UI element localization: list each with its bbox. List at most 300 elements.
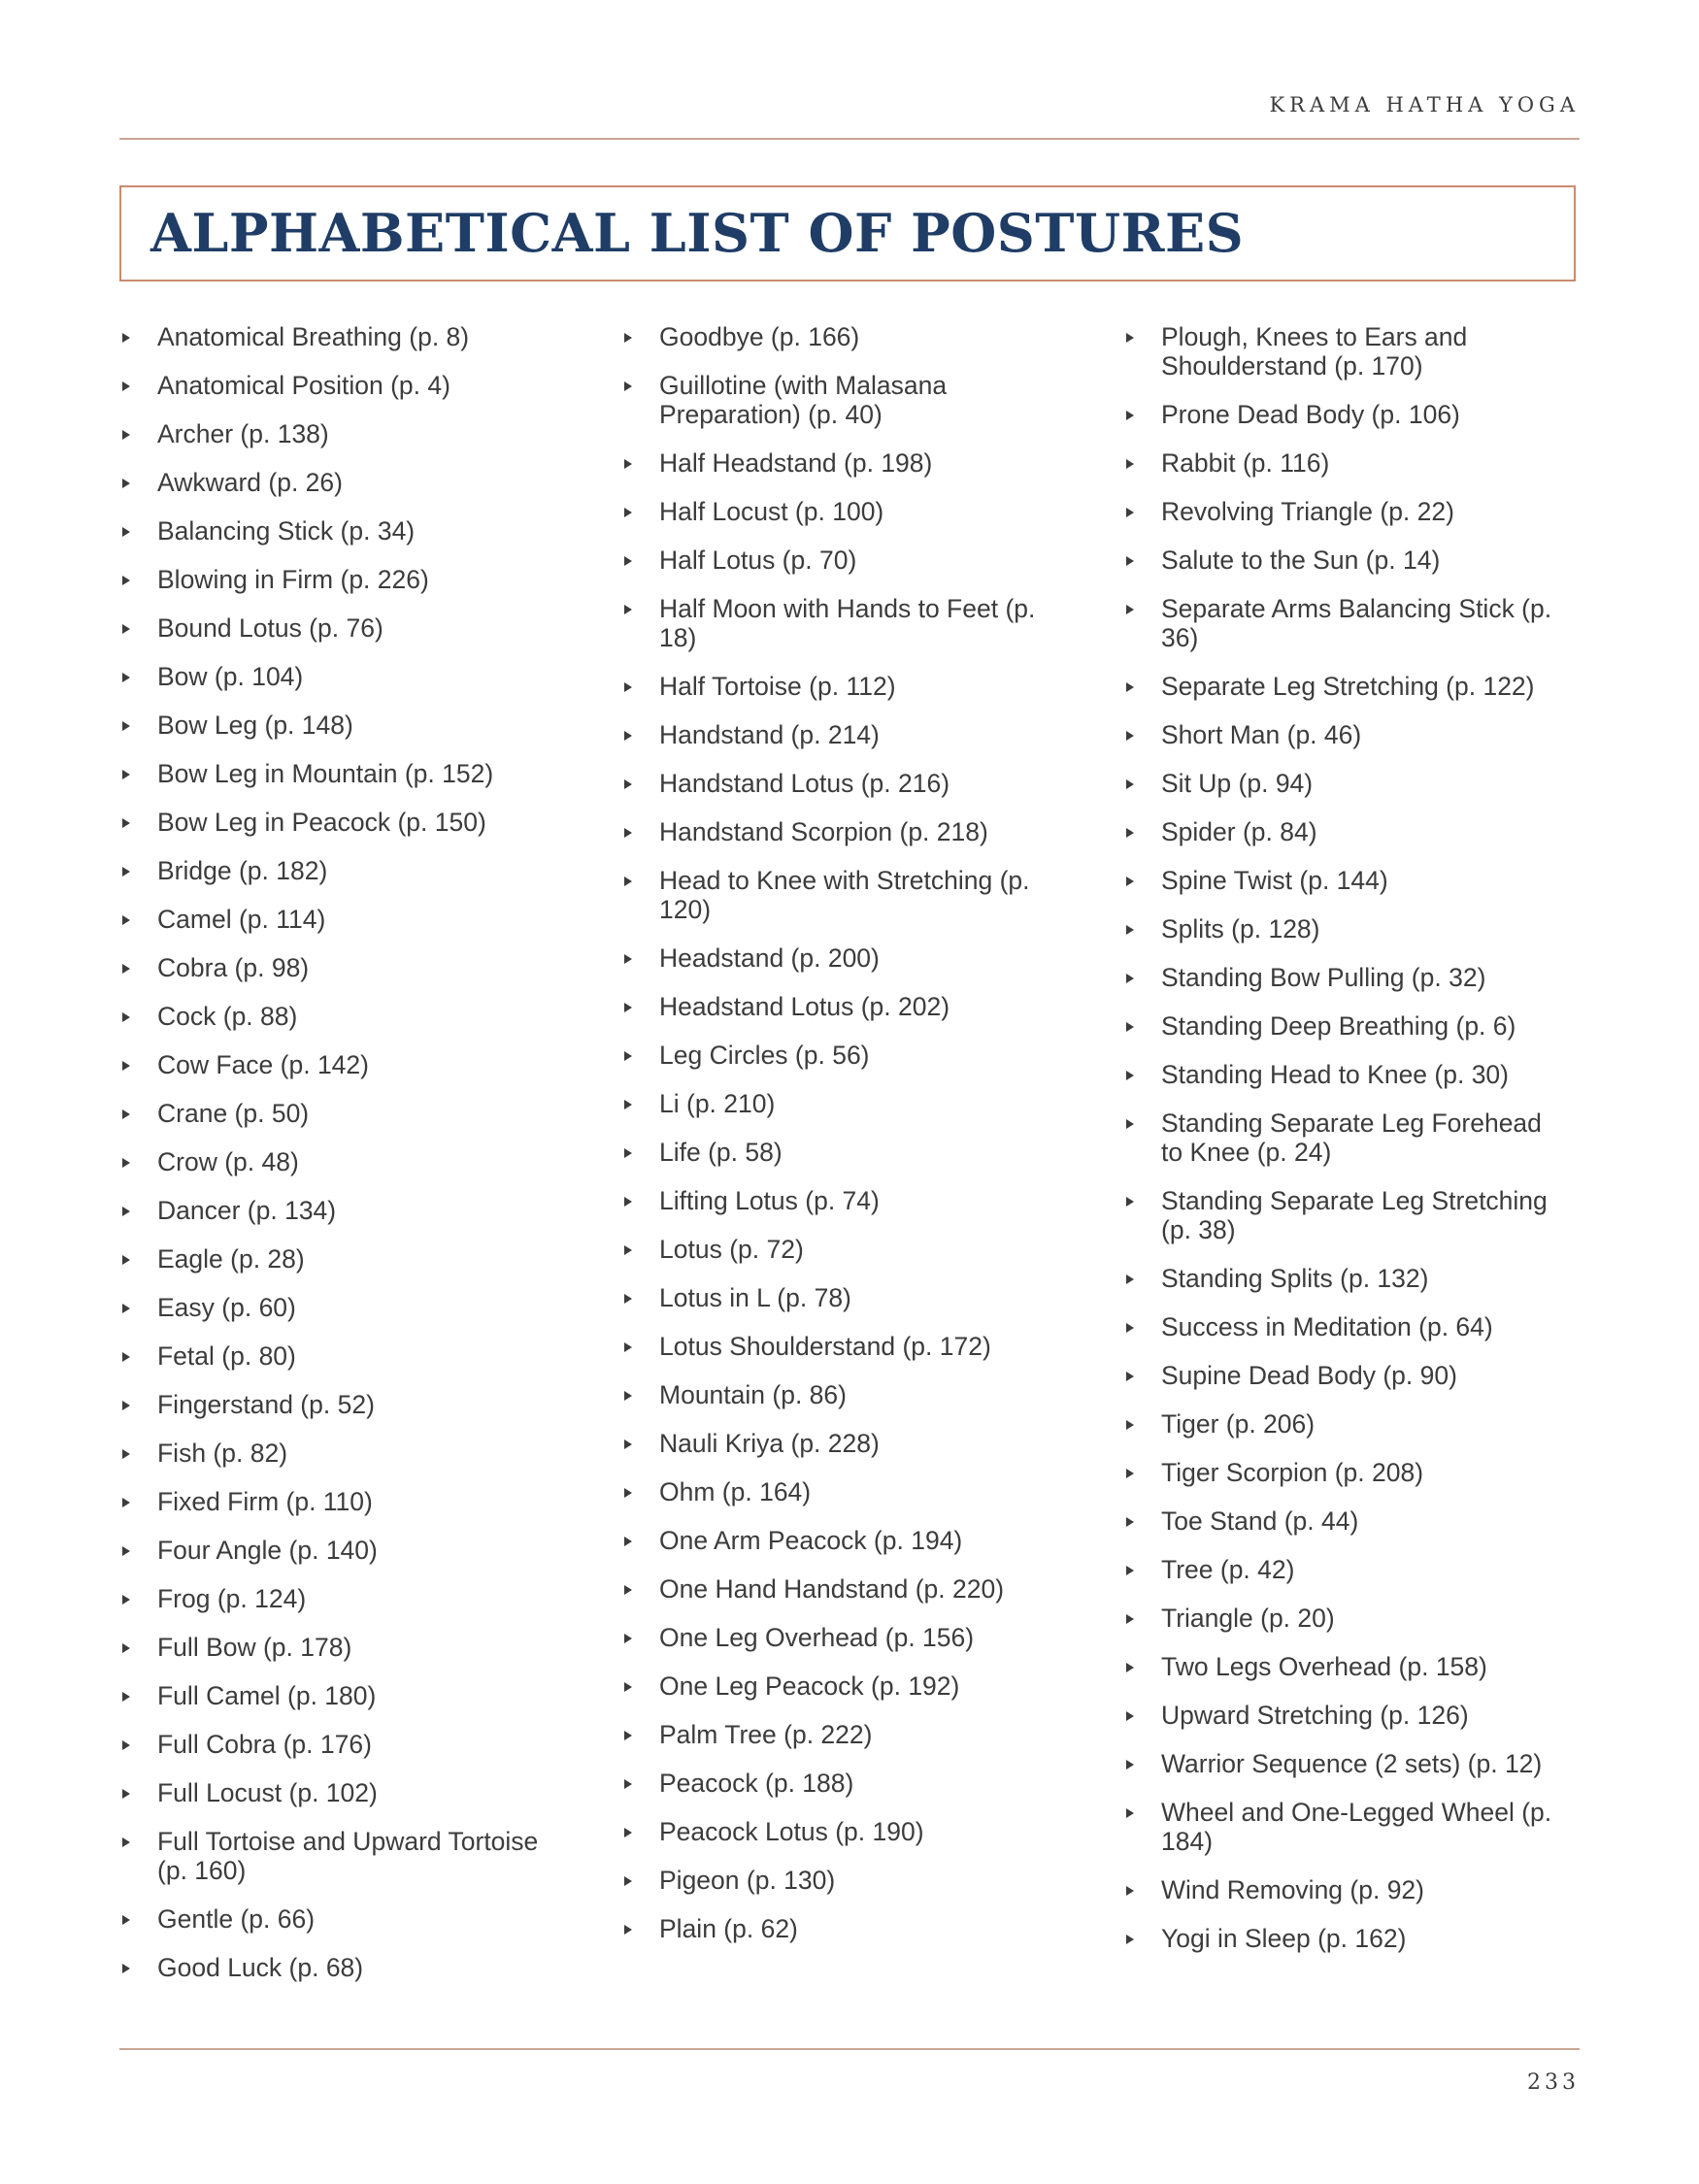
posture-label: Goodbye (p. 166)	[659, 322, 860, 351]
bullet-triangle-icon	[1126, 779, 1134, 789]
posture-label: One Hand Handstand (p. 220)	[659, 1574, 1005, 1604]
posture-entry	[119, 1633, 566, 1662]
bullet-triangle-icon	[1126, 1420, 1134, 1430]
posture-label: Wheel and One-Legged Wheel (p. 184)	[1161, 1798, 1552, 1856]
posture-entry	[621, 448, 1068, 478]
posture-label: Lotus in L (p. 78)	[659, 1283, 851, 1312]
bullet-triangle-icon	[624, 1051, 632, 1061]
posture-entry	[621, 371, 1068, 429]
bullet-triangle-icon	[122, 624, 130, 634]
posture-label: Cobra (p. 98)	[157, 953, 310, 982]
bullet-triangle-icon	[122, 867, 130, 877]
posture-entry	[119, 1827, 566, 1885]
posture-entry	[621, 1235, 1068, 1264]
posture-label: Full Locust (p. 102)	[157, 1778, 378, 1807]
column-3	[1123, 322, 1570, 1972]
bullet-triangle-icon	[122, 818, 130, 828]
posture-label: Toe Stand (p. 44)	[1161, 1506, 1359, 1536]
posture-entry	[621, 769, 1068, 798]
bullet-triangle-icon	[122, 1740, 130, 1750]
bullet-triangle-icon	[1126, 1711, 1134, 1721]
bullet-triangle-icon	[1126, 1663, 1134, 1672]
bullet-triangle-icon	[122, 1061, 130, 1071]
posture-entry	[119, 1099, 566, 1128]
posture-entry	[621, 1817, 1068, 1846]
posture-entry	[1123, 1409, 1570, 1439]
posture-label: Gentle (p. 66)	[157, 1904, 316, 1934]
posture-entry	[119, 856, 566, 885]
bullet-triangle-icon	[624, 605, 632, 614]
posture-entry	[1123, 322, 1570, 381]
posture-label: Rabbit (p. 116)	[1161, 448, 1330, 478]
posture-label: Splits (p. 128)	[1161, 914, 1320, 943]
bullet-triangle-icon	[122, 1207, 130, 1216]
bullet-triangle-icon	[1126, 411, 1134, 420]
posture-entry	[119, 1730, 566, 1759]
posture-label: Easy (p. 60)	[157, 1293, 296, 1322]
bullet-triangle-icon	[624, 1925, 632, 1935]
posture-label: Handstand (p. 214)	[659, 720, 880, 749]
posture-entry	[621, 546, 1068, 575]
posture-entry	[621, 817, 1068, 846]
bullet-triangle-icon	[1126, 828, 1134, 838]
posture-label: Triangle (p. 20)	[1161, 1604, 1335, 1633]
posture-entry	[119, 371, 566, 400]
bullet-triangle-icon	[1126, 1119, 1134, 1129]
posture-entry	[1123, 1555, 1570, 1584]
bullet-triangle-icon	[1126, 1372, 1134, 1381]
bullet-triangle-icon	[1126, 1614, 1134, 1624]
bullet-triangle-icon	[624, 459, 632, 469]
posture-entry	[621, 1526, 1068, 1555]
posture-label: Eagle (p. 28)	[157, 1244, 305, 1274]
bullet-triangle-icon	[1126, 508, 1134, 517]
posture-label: Crow (p. 48)	[157, 1147, 299, 1176]
bullet-triangle-icon	[624, 1197, 632, 1207]
posture-label: Standing Head to Knee (p. 30)	[1161, 1060, 1509, 1089]
bullet-triangle-icon	[122, 1449, 130, 1459]
posture-entry	[621, 1041, 1068, 1070]
posture-entry	[621, 943, 1068, 973]
posture-entry	[119, 1904, 566, 1934]
posture-label: Fish (p. 82)	[157, 1439, 288, 1468]
bullet-triangle-icon	[1126, 556, 1134, 566]
postures-list	[119, 322, 1580, 2011]
bullet-triangle-icon	[1126, 925, 1134, 935]
posture-entry	[119, 662, 566, 691]
bullet-triangle-icon	[624, 508, 632, 517]
posture-entry	[1123, 1264, 1570, 1293]
posture-entry	[621, 1866, 1068, 1895]
bullet-triangle-icon	[122, 1401, 130, 1410]
posture-label: Frog (p. 124)	[157, 1584, 307, 1613]
posture-entry	[119, 468, 566, 497]
posture-label: Prone Dead Body (p. 106)	[1161, 400, 1460, 429]
bullet-triangle-icon	[122, 1304, 130, 1313]
posture-label: Anatomical Position (p. 4)	[157, 371, 450, 400]
posture-entry	[1123, 1604, 1570, 1633]
bullet-triangle-icon	[624, 1876, 632, 1886]
bullet-triangle-icon	[624, 1634, 632, 1643]
posture-label: Palm Tree (p. 222)	[659, 1720, 873, 1749]
posture-entry	[1123, 1652, 1570, 1681]
posture-entry	[1123, 400, 1570, 429]
posture-label: Spider (p. 84)	[1161, 817, 1317, 846]
bullet-triangle-icon	[1126, 877, 1134, 886]
posture-entry	[1123, 1798, 1570, 1856]
posture-label: Blowing in Firm (p. 226)	[157, 565, 429, 594]
posture-label: Peacock Lotus (p. 190)	[659, 1817, 924, 1846]
posture-label: One Arm Peacock (p. 194)	[659, 1526, 963, 1555]
bullet-triangle-icon	[624, 381, 632, 391]
bullet-triangle-icon	[1126, 1071, 1134, 1080]
posture-entry	[621, 1429, 1068, 1458]
posture-label: Camel (p. 114)	[157, 905, 326, 934]
posture-entry	[119, 1439, 566, 1468]
bullet-triangle-icon	[1126, 1274, 1134, 1284]
posture-entry	[1123, 594, 1570, 652]
posture-entry	[119, 1778, 566, 1807]
column-2	[621, 322, 1068, 1963]
header-rule	[119, 138, 1580, 140]
bullet-triangle-icon	[122, 1352, 130, 1362]
posture-label: Salute to the Sun (p. 14)	[1161, 546, 1441, 575]
bullet-triangle-icon	[1126, 1517, 1134, 1527]
posture-label: Tiger (p. 206)	[1161, 1409, 1316, 1439]
bullet-triangle-icon	[624, 1245, 632, 1255]
posture-label: Wind Removing (p. 92)	[1161, 1875, 1424, 1904]
bullet-triangle-icon	[624, 1779, 632, 1789]
bullet-triangle-icon	[624, 1585, 632, 1595]
posture-entry	[1123, 1924, 1570, 1953]
posture-entry	[119, 1536, 566, 1565]
bullet-triangle-icon	[1126, 1886, 1134, 1896]
bullet-triangle-icon	[1126, 459, 1134, 469]
bullet-triangle-icon	[1126, 731, 1134, 741]
bullet-triangle-icon	[1126, 1469, 1134, 1478]
bullet-triangle-icon	[624, 1731, 632, 1740]
posture-label: Awkward (p. 26)	[157, 468, 343, 497]
bullet-triangle-icon	[122, 1964, 130, 1973]
bullet-triangle-icon	[624, 954, 632, 964]
posture-label: Bow Leg (p. 148)	[157, 711, 353, 740]
posture-label: Sit Up (p. 94)	[1161, 769, 1314, 798]
bullet-triangle-icon	[1126, 1566, 1134, 1575]
posture-entry	[621, 992, 1068, 1021]
posture-entry	[621, 1138, 1068, 1167]
posture-entry	[1123, 817, 1570, 846]
posture-label: Lifting Lotus (p. 74)	[659, 1186, 880, 1215]
page-title: ALPHABETICAL LIST OF POSTURES	[150, 202, 1245, 264]
bullet-triangle-icon	[122, 1546, 130, 1556]
bullet-triangle-icon	[122, 1789, 130, 1799]
posture-label: Warrior Sequence (2 sets) (p. 12)	[1161, 1749, 1543, 1778]
posture-entry	[621, 672, 1068, 701]
bullet-triangle-icon	[624, 1391, 632, 1401]
bullet-triangle-icon	[624, 333, 632, 343]
posture-entry	[1123, 1875, 1570, 1904]
posture-entry	[119, 419, 566, 448]
posture-entry	[1123, 1060, 1570, 1089]
posture-entry	[119, 905, 566, 934]
posture-label: Bow Leg in Peacock (p. 150)	[157, 808, 486, 837]
posture-label: Short Man (p. 46)	[1161, 720, 1362, 749]
bullet-triangle-icon	[1126, 682, 1134, 692]
posture-label: Bow Leg in Mountain (p. 152)	[157, 759, 494, 788]
posture-label: Cock (p. 88)	[157, 1002, 298, 1031]
posture-entry	[621, 322, 1068, 351]
posture-entry	[119, 1953, 566, 1982]
posture-label: Half Headstand (p. 198)	[659, 448, 933, 478]
posture-label: Archer (p. 138)	[157, 419, 329, 448]
bullet-triangle-icon	[122, 673, 130, 682]
posture-label: Half Moon with Hands to Feet (p. 18)	[659, 594, 1036, 652]
posture-label: Standing Splits (p. 132)	[1161, 1264, 1429, 1293]
posture-entry	[621, 1089, 1068, 1118]
posture-label: Dancer (p. 134)	[157, 1196, 337, 1225]
posture-label: Yogi in Sleep (p. 162)	[1161, 1924, 1407, 1953]
posture-entry	[621, 1283, 1068, 1312]
bullet-triangle-icon	[624, 1100, 632, 1109]
posture-entry	[119, 1147, 566, 1176]
posture-entry	[1123, 963, 1570, 992]
posture-label: Bridge (p. 182)	[157, 856, 328, 885]
bullet-triangle-icon	[122, 1158, 130, 1168]
bullet-triangle-icon	[1126, 1022, 1134, 1032]
posture-entry	[119, 1487, 566, 1516]
posture-label: Life (p. 58)	[659, 1138, 783, 1167]
posture-entry	[621, 1720, 1068, 1749]
posture-entry	[119, 322, 566, 351]
bullet-triangle-icon	[1126, 1808, 1134, 1818]
posture-entry	[119, 1244, 566, 1274]
posture-label: Full Camel (p. 180)	[157, 1681, 377, 1710]
bullet-triangle-icon	[1126, 333, 1134, 343]
bullet-triangle-icon	[122, 527, 130, 537]
posture-entry	[119, 808, 566, 837]
bullet-triangle-icon	[624, 1003, 632, 1012]
posture-entry	[1123, 914, 1570, 943]
posture-entry	[621, 497, 1068, 526]
posture-label: Crane (p. 50)	[157, 1099, 310, 1128]
posture-label: Half Lotus (p. 70)	[659, 546, 857, 575]
bullet-triangle-icon	[624, 779, 632, 789]
bullet-triangle-icon	[624, 1488, 632, 1498]
posture-entry	[1123, 1749, 1570, 1778]
posture-label: Guillotine (with Malasana Preparation) (p. 40)	[659, 371, 948, 429]
posture-entry	[119, 1050, 566, 1079]
bullet-triangle-icon	[624, 682, 632, 692]
bullet-triangle-icon	[122, 576, 130, 585]
bullet-triangle-icon	[122, 1109, 130, 1119]
bullet-triangle-icon	[1126, 974, 1134, 983]
bullet-triangle-icon	[122, 430, 130, 440]
column-1	[119, 322, 566, 2002]
posture-entry	[119, 1002, 566, 1031]
posture-label: Headstand Lotus (p. 202)	[659, 992, 950, 1021]
posture-entry	[1123, 1701, 1570, 1730]
posture-label: Bow (p. 104)	[157, 662, 304, 691]
posture-label: Upward Stretching (p. 126)	[1161, 1701, 1469, 1730]
posture-label: Supine Dead Body (p. 90)	[1161, 1361, 1457, 1390]
posture-label: Lotus (p. 72)	[659, 1235, 804, 1264]
posture-label: Headstand (p. 200)	[659, 943, 880, 973]
bullet-triangle-icon	[1126, 1323, 1134, 1333]
posture-entry	[119, 613, 566, 643]
posture-label: Plough, Knees to Ears and Shoulderstand (p. 170)	[1161, 322, 1468, 381]
posture-label: Half Locust (p. 100)	[659, 497, 884, 526]
bullet-triangle-icon	[1126, 605, 1134, 614]
posture-entry	[119, 516, 566, 546]
bullet-triangle-icon	[122, 770, 130, 779]
posture-entry	[119, 759, 566, 788]
posture-entry	[1123, 1506, 1570, 1536]
posture-entry	[1123, 866, 1570, 895]
posture-label: Revolving Triangle (p. 22)	[1161, 497, 1454, 526]
posture-label: Standing Separate Leg Stretching (p. 38)	[1161, 1186, 1548, 1244]
posture-label: Spine Twist (p. 144)	[1161, 866, 1388, 895]
bullet-triangle-icon	[624, 1828, 632, 1837]
bullet-triangle-icon	[122, 1837, 130, 1847]
bullet-triangle-icon	[122, 381, 130, 391]
posture-entry	[119, 1681, 566, 1710]
bullet-triangle-icon	[122, 333, 130, 343]
posture-entry	[119, 565, 566, 594]
posture-entry	[621, 1186, 1068, 1215]
posture-label: Fingerstand (p. 52)	[157, 1390, 375, 1419]
posture-label: Pigeon (p. 130)	[659, 1866, 836, 1895]
posture-label: Head to Knee with Stretching (p. 120)	[659, 866, 1030, 924]
posture-label: Half Tortoise (p. 112)	[659, 672, 896, 701]
posture-label: Standing Deep Breathing (p. 6)	[1161, 1011, 1516, 1041]
posture-entry	[621, 1477, 1068, 1506]
bullet-triangle-icon	[624, 556, 632, 566]
posture-label: Peacock (p. 188)	[659, 1769, 854, 1798]
bullet-triangle-icon	[624, 1148, 632, 1158]
posture-entry	[1123, 497, 1570, 526]
posture-label: Standing Separate Leg Forehead to Knee (p. 24)	[1161, 1109, 1542, 1167]
bullet-triangle-icon	[624, 1342, 632, 1352]
posture-label: Separate Arms Balancing Stick (p. 36)	[1161, 594, 1552, 652]
bullet-triangle-icon	[1126, 1760, 1134, 1770]
posture-label: Cow Face (p. 142)	[157, 1050, 369, 1079]
posture-label: Four Angle (p. 140)	[157, 1536, 378, 1565]
posture-label: Lotus Shoulderstand (p. 172)	[659, 1332, 991, 1361]
posture-label: One Leg Overhead (p. 156)	[659, 1623, 975, 1652]
posture-entry	[1123, 1312, 1570, 1341]
page-number: 233	[1527, 2070, 1580, 2095]
posture-entry	[1123, 546, 1570, 575]
bullet-triangle-icon	[122, 1595, 130, 1605]
bullet-triangle-icon	[122, 1255, 130, 1265]
bullet-triangle-icon	[122, 1498, 130, 1507]
posture-entry	[1123, 1109, 1570, 1167]
posture-entry	[119, 1341, 566, 1371]
posture-label: Plain (p. 62)	[659, 1914, 798, 1943]
posture-entry	[119, 711, 566, 740]
posture-label: Tree (p. 42)	[1161, 1555, 1295, 1584]
posture-label: Full Cobra (p. 176)	[157, 1730, 372, 1759]
posture-entry	[119, 953, 566, 982]
posture-entry	[621, 1769, 1068, 1798]
posture-entry	[1123, 1458, 1570, 1487]
posture-label: Handstand Scorpion (p. 218)	[659, 817, 988, 846]
posture-entry	[621, 594, 1068, 652]
posture-entry	[119, 1196, 566, 1225]
bullet-triangle-icon	[122, 1012, 130, 1022]
posture-label: Bound Lotus (p. 76)	[157, 613, 383, 643]
posture-label: Full Bow (p. 178)	[157, 1633, 352, 1662]
posture-entry	[1123, 448, 1570, 478]
posture-label: Leg Circles (p. 56)	[659, 1041, 870, 1070]
bullet-triangle-icon	[624, 877, 632, 886]
posture-entry	[1123, 720, 1570, 749]
posture-label: Two Legs Overhead (p. 158)	[1161, 1652, 1487, 1681]
posture-label: One Leg Peacock (p. 192)	[659, 1671, 960, 1701]
posture-entry	[621, 1671, 1068, 1701]
posture-label: Ohm (p. 164)	[659, 1477, 812, 1506]
posture-entry	[119, 1293, 566, 1322]
bullet-triangle-icon	[122, 1643, 130, 1653]
posture-entry	[621, 1914, 1068, 1943]
posture-label: Success in Meditation (p. 64)	[1161, 1312, 1493, 1341]
posture-entry	[119, 1390, 566, 1419]
bullet-triangle-icon	[624, 1439, 632, 1449]
posture-entry	[1123, 672, 1570, 701]
bullet-triangle-icon	[624, 828, 632, 838]
posture-label: Good Luck (p. 68)	[157, 1953, 364, 1982]
posture-entry	[621, 1332, 1068, 1361]
posture-label: Li (p. 210)	[659, 1089, 776, 1118]
bullet-triangle-icon	[122, 479, 130, 488]
running-head: KRAMA HATHA YOGA	[1269, 93, 1580, 116]
posture-entry	[621, 866, 1068, 924]
posture-label: Tiger Scorpion (p. 208)	[1161, 1458, 1424, 1487]
posture-entry	[621, 720, 1068, 749]
posture-label: Full Tortoise and Upward Tortoise (p. 160)	[157, 1827, 539, 1885]
footer-rule	[119, 2048, 1580, 2050]
posture-label: Separate Leg Stretching (p. 122)	[1161, 672, 1535, 701]
posture-label: Balancing Stick (p. 34)	[157, 516, 416, 546]
posture-label: Nauli Kriya (p. 228)	[659, 1429, 880, 1458]
title-box	[119, 185, 1576, 281]
bullet-triangle-icon	[624, 1294, 632, 1304]
posture-entry	[1123, 1011, 1570, 1041]
posture-label: Fetal (p. 80)	[157, 1341, 296, 1371]
bullet-triangle-icon	[122, 964, 130, 974]
bullet-triangle-icon	[122, 1692, 130, 1702]
posture-entry	[621, 1623, 1068, 1652]
bullet-triangle-icon	[1126, 1197, 1134, 1207]
bullet-triangle-icon	[1126, 1935, 1134, 1944]
posture-entry	[1123, 769, 1570, 798]
bullet-triangle-icon	[624, 1537, 632, 1546]
posture-entry	[621, 1574, 1068, 1604]
posture-entry	[621, 1380, 1068, 1409]
bullet-triangle-icon	[122, 915, 130, 925]
posture-entry	[1123, 1361, 1570, 1390]
bullet-triangle-icon	[624, 731, 632, 741]
bullet-triangle-icon	[122, 1915, 130, 1925]
posture-label: Anatomical Breathing (p. 8)	[157, 322, 470, 351]
posture-label: Handstand Lotus (p. 216)	[659, 769, 950, 798]
posture-label: Mountain (p. 86)	[659, 1380, 847, 1409]
posture-entry	[119, 1584, 566, 1613]
posture-label: Standing Bow Pulling (p. 32)	[1161, 963, 1486, 992]
bullet-triangle-icon	[122, 721, 130, 731]
posture-entry	[1123, 1186, 1570, 1244]
posture-label: Fixed Firm (p. 110)	[157, 1487, 373, 1516]
